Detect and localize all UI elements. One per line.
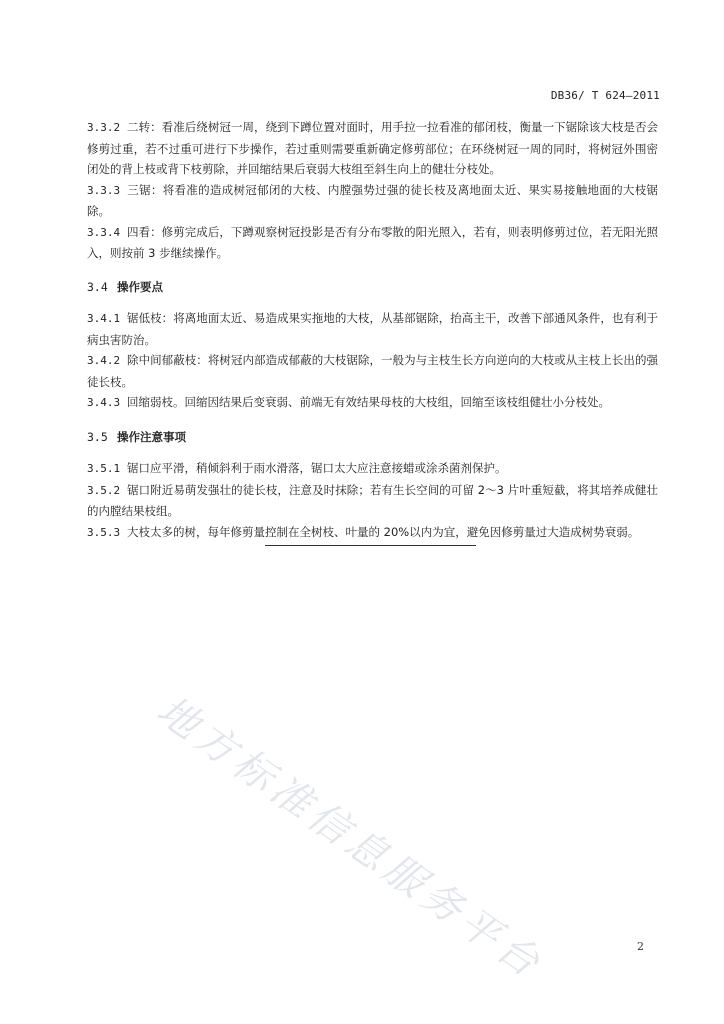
clause-number: 3.5.2 — [87, 483, 121, 497]
clause-text: 除中间郁蔽枝：将树冠内部造成郁蔽的大枝锯除，一般为与主枝生长方向逆向的大枝或从主枝上长出的强徒长枝。 — [87, 353, 658, 389]
clause-text: 四看：修剪完成后，下蹲观察树冠投影是否有分布零散的阳光照入，若有，则表明修剪过位，若无阳光照入，则按前 3 步继续操作。 — [87, 224, 658, 260]
clause-text: 三锯：将看准的造成树冠郁闭的大枝、内膛强势过强的徒长枝及离地面太近、果实易接触地面的大枝锯除。 — [87, 182, 658, 218]
clause-number: 3.4.1 — [87, 312, 121, 325]
document-code: DB36/ T 624—2011 — [550, 89, 660, 102]
clause-number: 3.5.3 — [87, 525, 121, 539]
clause-3-4-3 — [87, 392, 658, 414]
clause-3-3-4 — [87, 222, 658, 264]
clause-3-5-2 — [87, 480, 658, 522]
clause-number: 3.4.3 — [87, 396, 121, 409]
clause-number: 3.3.2 — [87, 121, 121, 134]
clause-text: 二转：看准后绕树冠一周，绕到下蹲位置对面时，用手拉一拉看准的郁闭枝，衡量一下锯除该大枝是否会修剪过重，若不过重可进行下步操作，若过重则需要重新确定修剪部位；在环绕树冠一周的同时，将树冠外围密闭处的背上枝或背下枝剪除，并回缩结果后衰弱大枝组至斜生向上的健壮分枝处。 — [87, 120, 658, 176]
clause-text: 锯低枝：将离地面太近、易造成果实拖地的大枝，从基部锯除，抬高主干，改善下部通风条件，也有利于病虫害防治。 — [87, 311, 658, 347]
clause-3-4-1 — [87, 308, 658, 350]
end-of-document-rule — [265, 545, 476, 546]
clause-3-4-2 — [87, 350, 658, 392]
section-heading-3-5 — [87, 427, 658, 448]
section-heading-3-4 — [87, 277, 658, 298]
clause-3-5-1 — [87, 458, 658, 480]
section-number: 3.5 — [87, 429, 108, 444]
section-number: 3.4 — [87, 279, 108, 294]
clause-3-3-3 — [87, 180, 658, 222]
clause-3-5-3 — [87, 522, 658, 544]
section-title: 操作注意事项 — [117, 429, 186, 444]
clause-text: 锯口应平滑，稍倾斜利于雨水滑落，锯口太大应注意接蜡或涂杀菌剂保护。 — [127, 461, 507, 475]
clause-number: 3.5.1 — [87, 462, 121, 475]
page-number: 2 — [637, 940, 644, 953]
clause-text: 锯口附近易萌发强壮的徒长枝，注意及时抹除；若有生长空间的可留 2～3 片叶重短截，将其培养成健壮的内膛结果枝组。 — [87, 482, 658, 518]
clause-3-3-2 — [87, 117, 658, 180]
clause-number: 3.3.3 — [87, 183, 121, 197]
section-title: 操作要点 — [117, 279, 163, 294]
document-body — [87, 117, 658, 543]
watermark: 地方标准信息服务平台 — [148, 687, 552, 989]
clause-text: 大枝太多的树，每年修剪量控制在全树枝、叶量的 20%以内为宜，避免因修剪量过大造成树势衰弱。 — [127, 524, 640, 539]
clause-text: 回缩弱枝。回缩因结果后变衰弱、前端无有效结果母枝的大枝组，回缩至该枝组健壮小分枝处。 — [127, 395, 610, 409]
clause-number: 3.3.4 — [87, 225, 121, 239]
clause-number: 3.4.2 — [87, 354, 121, 367]
